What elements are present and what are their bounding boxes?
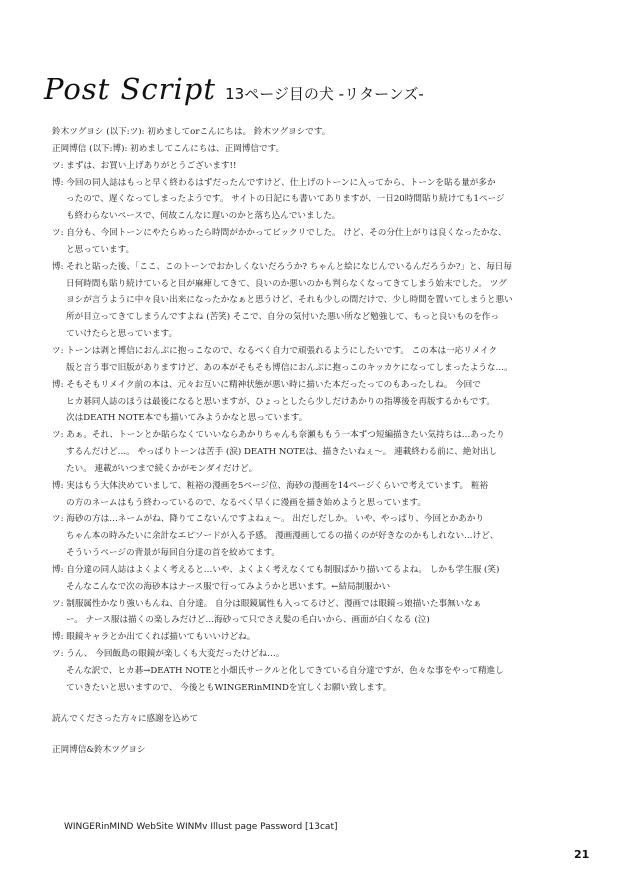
dialogue-line: 博: 実はもう大体決めていまして、粧裕の漫画を5ページ位、海砂の漫画を14ページくらいで考えています。 粧裕 <box>52 480 489 491</box>
dialogue-line: ツ: 制服属性かなり強いもんね、自分達。 自分は眼鏡属性も入ってるけど、漫画では眼鏡っ娘描いた事無いなぁ <box>52 598 482 609</box>
postscript-title <box>44 72 584 112</box>
dialogue-paragraph <box>52 478 582 512</box>
title-main: Post Script <box>44 72 217 106</box>
dialogue-paragraph <box>52 124 582 141</box>
dialogue-paragraph <box>52 141 582 158</box>
dialogue-line: ちゃん本の時みたいに余計なエピソードが入る予感。 漫画漫画してるの描くのが好きなのかもしれない…けど、 <box>66 531 499 542</box>
postscript-body <box>52 124 582 758</box>
page-number: 21 <box>574 848 590 861</box>
dialogue-line: ていきたいと思いますので、 今後ともWINGERinMINDを宜しくお願い致します。 <box>66 682 392 693</box>
dialogue-line: たい。 連載がいつまで続くかがモンダイだけど。 <box>66 463 258 474</box>
spacer <box>52 728 582 742</box>
dialogue-line: ツ: あぁ。それ、トーンとか貼らなくていいならあかりちゃんも奈瀬ももう一本ずつ短編描きたい気持ちは…あったり <box>52 430 505 441</box>
dialogue-line: ツ: うん、 今回飯島の眼鏡が楽しくも大変だったけどね…。 <box>52 649 285 660</box>
dialogue-line: 正岡博信 (以下:博): 初めましてこんにちは、正岡博信です。 <box>52 143 285 154</box>
dialogue-paragraph <box>52 225 582 259</box>
dialogue-line: そういうページの背景が毎回自分達の首を絞めてます。 <box>66 548 280 559</box>
dialogue-line: 博: 眼鏡キャラとか出てくれば描いてもいいけどね。 <box>52 632 256 643</box>
spacer <box>52 697 582 711</box>
dialogue-paragraph <box>52 175 582 226</box>
dialogue-line: ー。 ナース服は描くの楽しみだけど…海砂って只でさえ髪の毛白いから、画面が白くなる (泣) <box>66 615 430 626</box>
dialogue-line: 版と言う事で旧版がありますけど、あの本がそもそも博信におんぶに抱っこのキッカケになってしまったような…。 <box>66 362 513 373</box>
dialogue-paragraph <box>52 377 582 428</box>
dialogue-line: するんだけど…。 やっぱりトーンは苦手 (涙) DEATH NOTEは、描きたいねぇ〜。 連載終わる前に、絶対出し <box>66 447 498 458</box>
closing-thanks: 読んでくださった方々に感謝を込めて <box>52 713 199 724</box>
dialogue-line: 博: 今回の同人誌はもっと早く終わるはずだったんですけど、仕上げのトーンに入ってから、トーンを貼る量が多か <box>52 177 496 188</box>
dialogue-line: ヨシが言うように中々良い出来になったかなぁと思うけど、それも少しの間だけで、少し時間を置いてしまうと悪い <box>66 295 513 306</box>
dialogue-line: ツ: まずは、お買い上げありがとうございます!! <box>52 160 237 171</box>
dialogue-line: も終わらないペースで、何故こんなに遅いのかと落ち込んでいました。 <box>66 211 341 222</box>
dialogue-paragraph <box>52 562 582 596</box>
dialogue-line: ったので、遅くなってしまったようです。 サイトの日記にも書いてありますが、一日20時間貼り続けても1ページ <box>66 194 505 205</box>
dialogue-paragraph <box>52 629 582 646</box>
dialogue-paragraph <box>52 427 582 478</box>
dialogue-line: ツ: 海砂の方は…ネームがね、降りてこないんですよねぇ〜。 出だしだしか。 いや、やっぱり、今回とかあかり <box>52 514 485 525</box>
dialogue-line: 次はDEATH NOTE本でも描いてみようかなと思っています。 <box>66 413 308 424</box>
dialogue-paragraph <box>52 158 582 175</box>
dialogue-paragraph <box>52 259 582 343</box>
dialogue-line: ツ: トーンは剥と博信におんぶに抱っこなので、なるべく自力で頑張れるようにしたいです。 この本は一応リメイク <box>52 345 498 356</box>
dialogue-line: 鈴木ツグヨシ (以下:ツ): 初めましてorこんにちは。 鈴木ツグヨシです。 <box>52 127 331 137</box>
dialogue-line: 日何時間も貼り続けていると目が麻痺してきて、良いのか悪いのかも判らなくなってきてしまう始末でした。 ツグ <box>66 278 507 289</box>
dialogue-line: 博: それと貼った後、「ここ、このトーンでおかしくないだろうか? ちゃんと絵になじんでいるんだろうか?」と、毎日毎 <box>52 261 512 272</box>
closing-signature: 正岡博信&鈴木ツグヨシ <box>52 744 146 755</box>
dialogue-paragraph <box>52 596 582 630</box>
website-password-line: WINGERinMIND WebSite WINMv Illust page Password [13cat] <box>64 822 338 832</box>
dialogue-line: ヒカ碁同人誌のほうは最後になると思いますが、ひょっとしたら少しだけあかりの指導後を再版するかもです。 <box>66 396 496 407</box>
dialogue-line: ツ: 自分も、今回トーンにやたらめったら時間がかかってビックリでした。 けど、その分仕上がりは良くなったかな、 <box>52 228 507 239</box>
dialogue-paragraph <box>52 511 582 562</box>
title-subtitle: 13ページ目の犬 -リターンズ- <box>225 85 424 103</box>
dialogue-line: 博: 自分達の同人誌はよくよく考えると…いや、よくよく考えなくても制服ばかり描いてるよね。 しかも学生服 (笑) <box>52 564 500 575</box>
dialogue-line: の方のネームはもう終わっているので、なるべく早くに漫画を描き始めようと思っています。 <box>66 497 426 508</box>
dialogue-line: 所が目立ってきてしまうんですよね (苦笑) そこで、自分の気付いた悪い所など勉強して、もっと良いものを作っ <box>66 312 499 323</box>
dialogue-paragraph <box>52 646 582 697</box>
dialogue-line: そんなこんなで次の海砂本はナース服で行ってみようかと思います。←結局制服かい <box>66 581 391 592</box>
dialogue-line: ていけたらと思っています。 <box>66 329 178 340</box>
dialogue-line: そんな訳で、ヒカ碁→DEATH NOTEと小畑氏サークルと化してきている自分達ですが、色々な事をやって精進し <box>66 666 504 676</box>
dialogue-paragraph <box>52 343 582 377</box>
dialogue-line: と思っています。 <box>66 244 135 255</box>
dialogue-line: 博: そもそもリメイク前の本は、元々お互いに精神状態が悪い時に描いた本だったってのもあったしね。 今回で <box>52 379 481 390</box>
